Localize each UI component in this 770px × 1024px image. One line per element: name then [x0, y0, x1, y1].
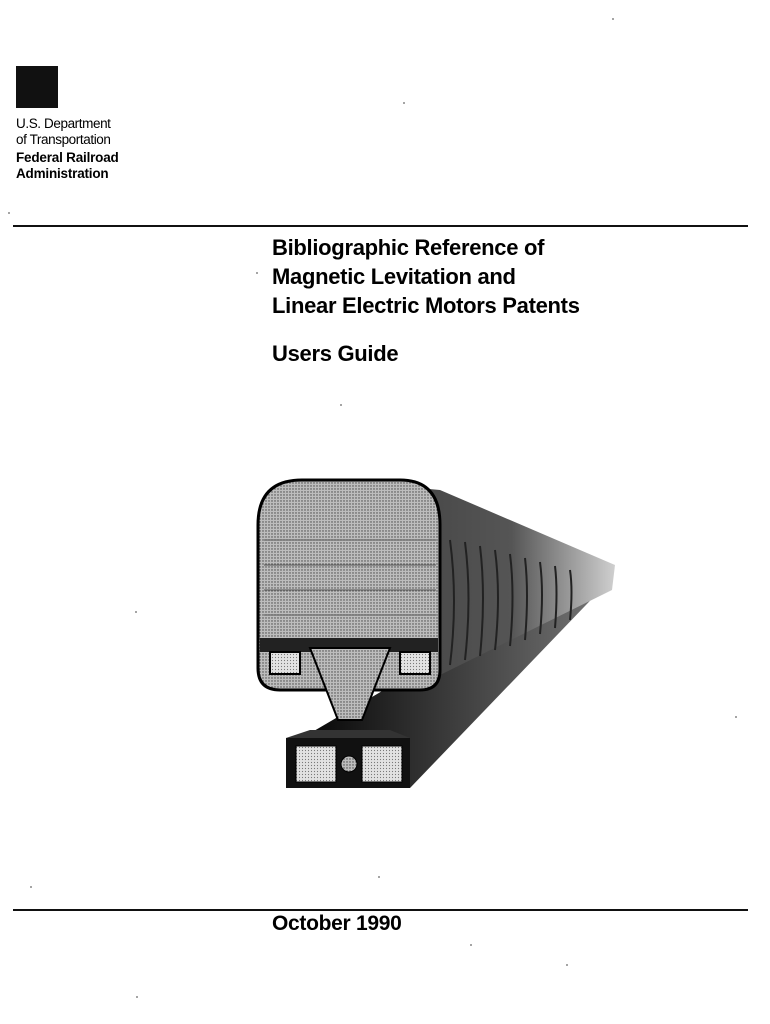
title-line-1: Bibliographic Reference of [272, 235, 545, 260]
scan-speck [566, 964, 568, 966]
administration-line-2: Administration [16, 166, 109, 181]
title-line-2: Magnetic Levitation and [272, 264, 516, 289]
scan-speck [136, 996, 138, 998]
document-subtitle: Users Guide [272, 341, 399, 366]
dot-logo-square [16, 66, 58, 108]
department-line-2: of Transportation [16, 132, 111, 147]
bottom-rule [13, 909, 748, 911]
title-line-3: Linear Electric Motors Patents [272, 293, 580, 318]
administration-line-1: Federal Railroad [16, 150, 119, 165]
scan-speck [30, 886, 32, 888]
publication-date: October 1990 [272, 912, 402, 935]
scan-speck [735, 716, 737, 718]
scan-speck [403, 102, 405, 104]
top-rule [13, 225, 748, 227]
scan-speck [612, 18, 614, 20]
maglev-vehicle-on-guideway-icon [250, 470, 630, 805]
department-line-1: U.S. Department [16, 116, 111, 131]
scan-speck [256, 272, 258, 274]
scan-speck [340, 404, 342, 406]
agency-block [16, 116, 119, 182]
scan-speck [378, 876, 380, 878]
scan-speck [470, 944, 472, 946]
document-title [272, 233, 580, 320]
scan-speck [8, 212, 10, 214]
scan-speck [135, 611, 137, 613]
